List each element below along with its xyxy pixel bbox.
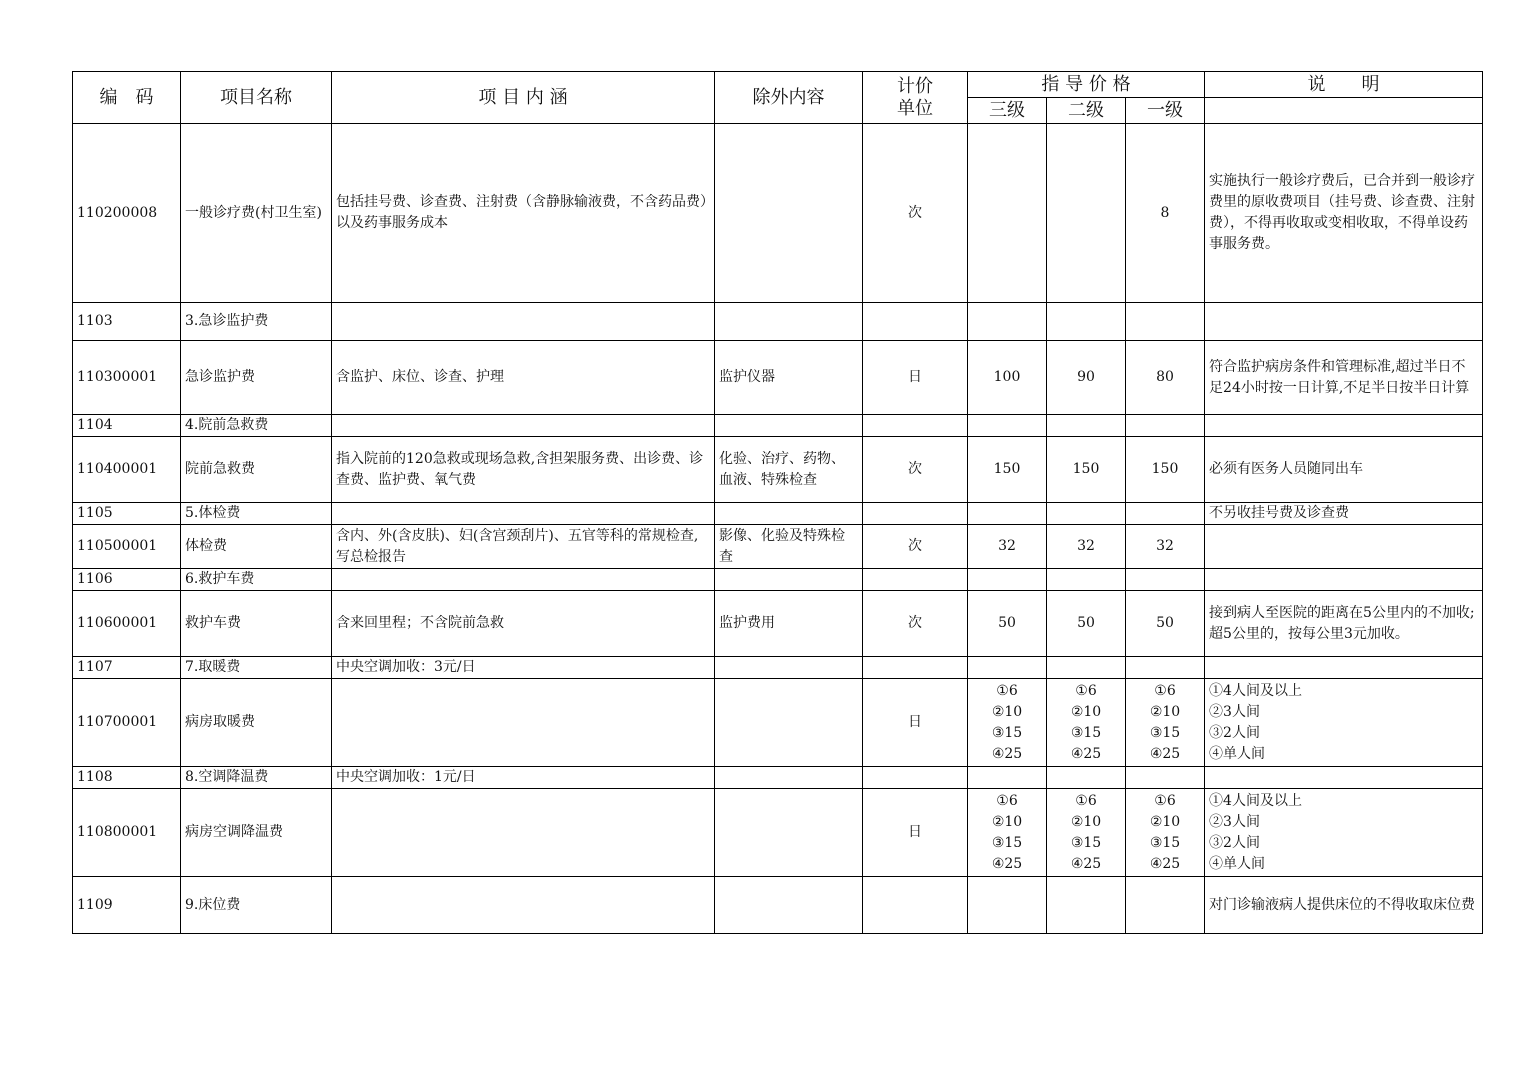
cell-price-level1 xyxy=(1126,569,1205,591)
cell-price-level3: 100 xyxy=(968,341,1047,415)
header-note-blank xyxy=(1205,98,1483,124)
price-line: ②10 xyxy=(991,703,1023,720)
cell-code: 1104 xyxy=(73,415,181,437)
cell-price-level1: 8 xyxy=(1126,124,1205,303)
cell-price-level2 xyxy=(1047,569,1126,591)
cell-code: 1103 xyxy=(73,303,181,341)
cell-code: 110400001 xyxy=(73,437,181,503)
price-line: ①6 xyxy=(1154,792,1176,809)
price-line: ④25 xyxy=(1070,745,1102,762)
cell-unit xyxy=(863,503,968,525)
cell-unit: 日 xyxy=(863,679,968,767)
cell-price-level3 xyxy=(968,569,1047,591)
cell-exclude xyxy=(715,767,863,789)
cell-code: 110700001 xyxy=(73,679,181,767)
cell-exclude: 监护仪器 xyxy=(715,341,863,415)
note-line: ④单人间 xyxy=(1209,745,1266,762)
cell-name: 8.空调降温费 xyxy=(181,767,332,789)
price-line: ①6 xyxy=(1075,682,1097,699)
cell-price-level3 xyxy=(968,657,1047,679)
cell-name: 4.院前急救费 xyxy=(181,415,332,437)
cell-exclude xyxy=(715,877,863,934)
cell-content xyxy=(332,789,715,877)
cell-price-level1 xyxy=(1126,767,1205,789)
cell-price-level3 xyxy=(968,679,1047,767)
price-line: ③15 xyxy=(991,834,1023,851)
cell-code: 1107 xyxy=(73,657,181,679)
price-line: ③15 xyxy=(991,724,1023,741)
price-line: ①6 xyxy=(1075,792,1097,809)
price-line: ③15 xyxy=(1070,724,1102,741)
cell-price-level1 xyxy=(1126,303,1205,341)
cell-code: 1106 xyxy=(73,569,181,591)
cell-exclude xyxy=(715,569,863,591)
table-row xyxy=(73,437,1483,503)
note-line: ②3人间 xyxy=(1209,813,1260,830)
cell-exclude xyxy=(715,415,863,437)
cell-unit: 次 xyxy=(863,525,968,569)
price-table xyxy=(72,71,1483,934)
header-code: 编 码 xyxy=(73,72,181,124)
price-line: ②10 xyxy=(1149,703,1181,720)
cell-note: 符合监护病房条件和管理标准,超过半日不足24小时按一日计算,不足半日按半日计算 xyxy=(1205,341,1483,415)
table-row xyxy=(73,877,1483,934)
header-level2: 二级 xyxy=(1047,98,1126,124)
cell-code: 1109 xyxy=(73,877,181,934)
cell-price-level2 xyxy=(1047,303,1126,341)
cell-price-level3 xyxy=(968,767,1047,789)
cell-price-level1: 32 xyxy=(1126,525,1205,569)
price-line: ④25 xyxy=(1149,745,1181,762)
cell-note xyxy=(1205,679,1483,767)
price-line: ④25 xyxy=(991,855,1023,872)
cell-exclude: 影像、化验及特殊检查 xyxy=(715,525,863,569)
cell-exclude: 监护费用 xyxy=(715,591,863,657)
cell-price-level1: 80 xyxy=(1126,341,1205,415)
cell-price-level2 xyxy=(1047,767,1126,789)
cell-price-level2: 32 xyxy=(1047,525,1126,569)
cell-price-level2: 150 xyxy=(1047,437,1126,503)
table-header xyxy=(73,72,1483,124)
price-line: ②10 xyxy=(991,813,1023,830)
cell-note xyxy=(1205,303,1483,341)
cell-price-level3 xyxy=(968,789,1047,877)
cell-price-level3 xyxy=(968,877,1047,934)
header-content: 项 目 内 涵 xyxy=(332,72,715,124)
table-row xyxy=(73,303,1483,341)
cell-name: 院前急救费 xyxy=(181,437,332,503)
cell-name: 3.急诊监护费 xyxy=(181,303,332,341)
price-line: ④25 xyxy=(991,745,1023,762)
table-row xyxy=(73,341,1483,415)
note-line: ③2人间 xyxy=(1209,834,1260,851)
cell-unit: 日 xyxy=(863,341,968,415)
table-row xyxy=(73,591,1483,657)
cell-code: 110800001 xyxy=(73,789,181,877)
cell-note xyxy=(1205,789,1483,877)
cell-name: 救护车费 xyxy=(181,591,332,657)
cell-unit xyxy=(863,767,968,789)
cell-price-level2 xyxy=(1047,124,1126,303)
cell-content xyxy=(332,877,715,934)
cell-name: 7.取暖费 xyxy=(181,657,332,679)
cell-name: 急诊监护费 xyxy=(181,341,332,415)
table-row xyxy=(73,789,1483,877)
cell-note: 实施执行一般诊疗费后，已合并到一般诊疗费里的原收费项目（挂号费、诊查费、注射费），不得再收取或变相收取，不得单设药事服务费。 xyxy=(1205,124,1483,303)
cell-content: 指入院前的120急救或现场急救,含担架服务费、出诊费、诊查费、监护费、氧气费 xyxy=(332,437,715,503)
cell-code: 1105 xyxy=(73,503,181,525)
header-name: 项目名称 xyxy=(181,72,332,124)
cell-price-level2 xyxy=(1047,415,1126,437)
cell-price-level1: 150 xyxy=(1126,437,1205,503)
price-line: ②10 xyxy=(1070,813,1102,830)
cell-note xyxy=(1205,569,1483,591)
cell-note: 必须有医务人员随同出车 xyxy=(1205,437,1483,503)
cell-price-level3: 50 xyxy=(968,591,1047,657)
cell-unit: 日 xyxy=(863,789,968,877)
cell-price-level2: 90 xyxy=(1047,341,1126,415)
cell-name: 6.救护车费 xyxy=(181,569,332,591)
cell-unit: 次 xyxy=(863,591,968,657)
cell-name: 一般诊疗费(村卫生室) xyxy=(181,124,332,303)
cell-price-level3 xyxy=(968,124,1047,303)
price-line: ④25 xyxy=(1070,855,1102,872)
cell-content: 含内、外(含皮肤)、妇(含宫颈刮片)、五官等科的常规检查,写总检报告 xyxy=(332,525,715,569)
cell-code: 1108 xyxy=(73,767,181,789)
cell-name: 体检费 xyxy=(181,525,332,569)
cell-content: 含来回里程；不含院前急救 xyxy=(332,591,715,657)
cell-unit xyxy=(863,303,968,341)
cell-price-level2 xyxy=(1047,657,1126,679)
cell-content: 含监护、床位、诊查、护理 xyxy=(332,341,715,415)
cell-price-level2 xyxy=(1047,503,1126,525)
cell-exclude: 化验、治疗、药物、血液、特殊检查 xyxy=(715,437,863,503)
cell-content xyxy=(332,569,715,591)
cell-price-level2 xyxy=(1047,877,1126,934)
cell-unit xyxy=(863,877,968,934)
table-row xyxy=(73,657,1483,679)
cell-price-level1: 50 xyxy=(1126,591,1205,657)
cell-name: 病房取暖费 xyxy=(181,679,332,767)
cell-price-level3 xyxy=(968,303,1047,341)
cell-exclude xyxy=(715,679,863,767)
header-note: 说 明 xyxy=(1205,72,1483,98)
cell-price-level1 xyxy=(1126,679,1205,767)
header-guide-price: 指 导 价 格 xyxy=(968,72,1205,98)
cell-note xyxy=(1205,767,1483,789)
cell-content xyxy=(332,503,715,525)
cell-content: 中央空调加收：1元/日 xyxy=(332,767,715,789)
header-level1: 一级 xyxy=(1126,98,1205,124)
table-row xyxy=(73,679,1483,767)
table-row xyxy=(73,124,1483,303)
table-row xyxy=(73,767,1483,789)
cell-code: 110500001 xyxy=(73,525,181,569)
cell-exclude xyxy=(715,789,863,877)
cell-price-level2 xyxy=(1047,679,1126,767)
price-line: ②10 xyxy=(1070,703,1102,720)
cell-price-level1 xyxy=(1126,789,1205,877)
note-line: ①4人间及以上 xyxy=(1209,792,1302,809)
cell-note: 接到病人至医院的距离在5公里内的不加收;超5公里的，按每公里3元加收。 xyxy=(1205,591,1483,657)
price-line: ③15 xyxy=(1149,834,1181,851)
table-row xyxy=(73,525,1483,569)
cell-price-level1 xyxy=(1126,877,1205,934)
price-line: ③15 xyxy=(1070,834,1102,851)
cell-name: 9.床位费 xyxy=(181,877,332,934)
cell-price-level2: 50 xyxy=(1047,591,1126,657)
table-row xyxy=(73,415,1483,437)
cell-note xyxy=(1205,657,1483,679)
note-line: ②3人间 xyxy=(1209,703,1260,720)
cell-note: 对门诊输液病人提供床位的不得收取床位费 xyxy=(1205,877,1483,934)
cell-code: 110300001 xyxy=(73,341,181,415)
header-exclude: 除外内容 xyxy=(715,72,863,124)
cell-name: 病房空调降温费 xyxy=(181,789,332,877)
cell-price-level1 xyxy=(1126,415,1205,437)
cell-code: 110600001 xyxy=(73,591,181,657)
cell-unit: 次 xyxy=(863,437,968,503)
price-line: ④25 xyxy=(1149,855,1181,872)
cell-price-level1 xyxy=(1126,503,1205,525)
header-level3: 三级 xyxy=(968,98,1047,124)
price-line: ①6 xyxy=(1154,682,1176,699)
cell-content xyxy=(332,303,715,341)
cell-unit xyxy=(863,569,968,591)
cell-price-level1 xyxy=(1126,657,1205,679)
cell-name: 5.体检费 xyxy=(181,503,332,525)
table-row xyxy=(73,503,1483,525)
price-line: ②10 xyxy=(1149,813,1181,830)
cell-unit: 次 xyxy=(863,124,968,303)
cell-content xyxy=(332,415,715,437)
cell-exclude xyxy=(715,503,863,525)
cell-price-level2 xyxy=(1047,789,1126,877)
cell-unit xyxy=(863,657,968,679)
cell-price-level3: 150 xyxy=(968,437,1047,503)
cell-content: 中央空调加收：3元/日 xyxy=(332,657,715,679)
table-row xyxy=(73,569,1483,591)
cell-exclude xyxy=(715,657,863,679)
cell-content: 包括挂号费、诊查费、注射费（含静脉输液费，不含药品费）以及药事服务成本 xyxy=(332,124,715,303)
cell-code: 110200008 xyxy=(73,124,181,303)
header-unit: 计价单位 xyxy=(863,72,968,124)
cell-content xyxy=(332,679,715,767)
cell-note xyxy=(1205,525,1483,569)
note-line: ③2人间 xyxy=(1209,724,1260,741)
cell-price-level3: 32 xyxy=(968,525,1047,569)
cell-exclude xyxy=(715,303,863,341)
price-line: ①6 xyxy=(996,792,1018,809)
cell-note: 不另收挂号费及诊查费 xyxy=(1205,503,1483,525)
cell-note xyxy=(1205,415,1483,437)
note-line: ④单人间 xyxy=(1209,855,1266,872)
cell-unit xyxy=(863,415,968,437)
cell-price-level3 xyxy=(968,503,1047,525)
price-line: ③15 xyxy=(1149,724,1181,741)
cell-price-level3 xyxy=(968,415,1047,437)
note-line: ①4人间及以上 xyxy=(1209,682,1302,699)
cell-exclude xyxy=(715,124,863,303)
price-line: ①6 xyxy=(996,682,1018,699)
